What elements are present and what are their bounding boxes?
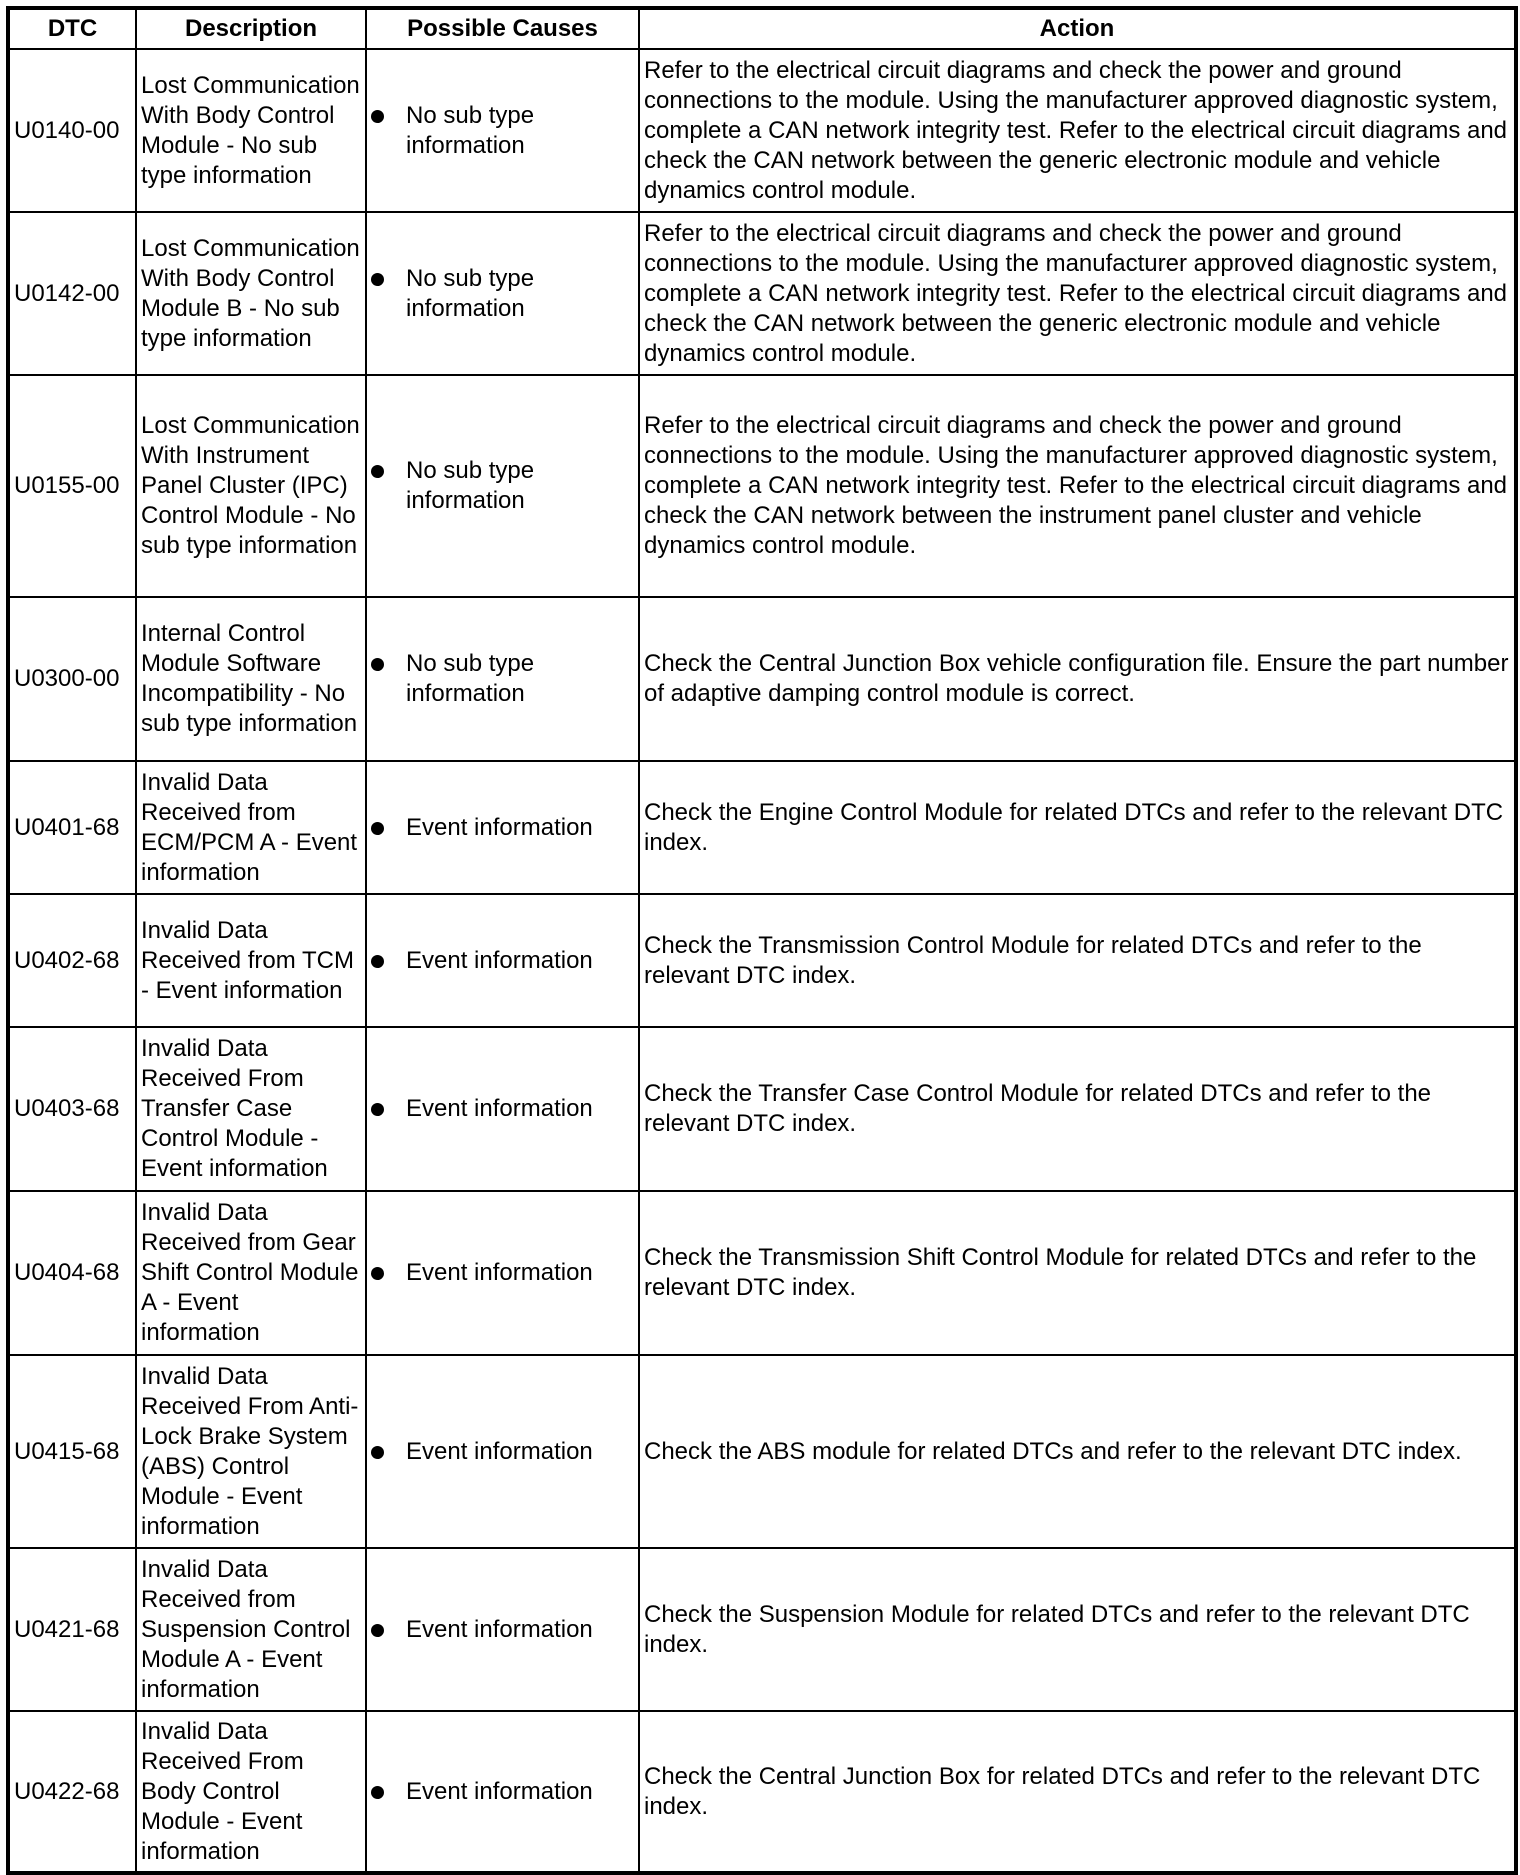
bullet-icon <box>371 955 384 968</box>
dtc-code: U0300-00 <box>8 597 136 761</box>
dtc-code: U0415-68 <box>8 1355 136 1548</box>
table-row <box>8 375 1516 597</box>
possible-cause <box>366 212 639 375</box>
header-dtc: DTC <box>8 8 136 49</box>
cause-text: Event information <box>406 1615 593 1643</box>
header-row <box>8 8 1516 49</box>
dtc-description: Lost Communication With Body Control Module B - No sub type information <box>136 212 366 375</box>
dtc-code: U0403-68 <box>8 1027 136 1191</box>
dtc-description: Invalid Data Received from TCM - Event information <box>136 894 366 1027</box>
table-row <box>8 1027 1516 1191</box>
dtc-code: U0421-68 <box>8 1548 136 1711</box>
possible-cause <box>366 894 639 1027</box>
dtc-description: Invalid Data Received From Body Control Module - Event information <box>136 1711 366 1873</box>
dtc-code: U0422-68 <box>8 1711 136 1873</box>
dtc-code: U0140-00 <box>8 49 136 212</box>
action-text: Check the Suspension Module for related DTCs and refer to the relevant DTC index. <box>639 1548 1516 1711</box>
possible-cause <box>366 1711 639 1873</box>
possible-cause <box>366 597 639 761</box>
table-row <box>8 1191 1516 1355</box>
dtc-description: Invalid Data Received from ECM/PCM A - Event information <box>136 761 366 894</box>
bullet-icon <box>371 1786 384 1799</box>
cause-text: Event information <box>406 1437 593 1465</box>
bullet-icon <box>371 658 384 671</box>
cause-text: No sub type information <box>406 264 535 322</box>
action-text: Check the Transmission Shift Control Module for related DTCs and refer to the relevant DTC index. <box>639 1191 1516 1355</box>
dtc-description: Lost Communication With Body Control Module - No sub type information <box>136 49 366 212</box>
possible-cause <box>366 1355 639 1548</box>
dtc-description: Lost Communication With Instrument Panel Cluster (IPC) Control Module - No sub type information <box>136 375 366 597</box>
table-row <box>8 894 1516 1027</box>
bullet-icon <box>371 1267 384 1280</box>
action-text: Check the Transfer Case Control Module for related DTCs and refer to the relevant DTC index. <box>639 1027 1516 1191</box>
table-row <box>8 761 1516 894</box>
table-row <box>8 597 1516 761</box>
possible-cause <box>366 375 639 597</box>
dtc-description: Internal Control Module Software Incompatibility - No sub type information <box>136 597 366 761</box>
dtc-description: Invalid Data Received from Suspension Control Module A - Event information <box>136 1548 366 1711</box>
header-possible-causes: Possible Causes <box>366 8 639 49</box>
action-text: Check the Transmission Control Module for related DTCs and refer to the relevant DTC index. <box>639 894 1516 1027</box>
cause-text: Event information <box>406 946 593 974</box>
bullet-icon <box>371 465 384 478</box>
dtc-code: U0402-68 <box>8 894 136 1027</box>
dtc-code: U0155-00 <box>8 375 136 597</box>
cause-text: No sub type information <box>406 457 535 514</box>
bullet-icon <box>371 822 384 835</box>
table-row <box>8 1355 1516 1548</box>
dtc-code: U0401-68 <box>8 761 136 894</box>
dtc-code: U0404-68 <box>8 1191 136 1355</box>
table-row <box>8 1548 1516 1711</box>
bullet-icon <box>371 273 384 286</box>
cause-text: Event information <box>406 1777 593 1805</box>
possible-cause <box>366 1548 639 1711</box>
dtc-code: U0142-00 <box>8 212 136 375</box>
table-row <box>8 212 1516 375</box>
action-text: Refer to the electrical circuit diagrams and check the power and ground connections to the module. Using the manufacturer approved diagnostic system, complete a CAN network integrity test. Refer to the electrical circuit diagrams and check the CAN network between the instrument panel cluster and vehicle dynamics control module. <box>639 375 1516 597</box>
dtc-description: Invalid Data Received From Anti-Lock Brake System (ABS) Control Module - Event information <box>136 1355 366 1548</box>
cause-text: No sub type information <box>406 101 535 159</box>
cause-text: Event information <box>406 1259 593 1286</box>
bullet-icon <box>371 1446 384 1459</box>
possible-cause <box>366 1191 639 1355</box>
header-action: Action <box>639 8 1516 49</box>
action-text: Check the Central Junction Box for related DTCs and refer to the relevant DTC index. <box>639 1711 1516 1873</box>
cause-text: Event information <box>406 813 593 841</box>
dtc-table <box>6 6 1518 1875</box>
action-text: Check the ABS module for related DTCs and refer to the relevant DTC index. <box>639 1355 1516 1548</box>
possible-cause <box>366 1027 639 1191</box>
action-text: Refer to the electrical circuit diagrams and check the power and ground connections to the module. Using the manufacturer approved diagnostic system, complete a CAN network integrity test. Refer to the electrical circuit diagrams and check the CAN network between the generic electronic module and vehicle dynamics control module. <box>639 212 1516 375</box>
action-text: Check the Central Junction Box vehicle configuration file. Ensure the part number of adaptive damping control module is correct. <box>639 597 1516 761</box>
bullet-icon <box>371 1624 384 1637</box>
table-row <box>8 49 1516 212</box>
bullet-icon <box>371 110 384 123</box>
dtc-description: Invalid Data Received From Transfer Case Control Module - Event information <box>136 1027 366 1191</box>
action-text: Refer to the electrical circuit diagrams and check the power and ground connections to the module. Using the manufacturer approved diagnostic system, complete a CAN network integrity test. Refer to the electrical circuit diagrams and check the CAN network between the generic electronic module and vehicle dynamics control module. <box>639 49 1516 212</box>
bullet-icon <box>371 1103 384 1116</box>
possible-cause <box>366 49 639 212</box>
action-text: Check the Engine Control Module for related DTCs and refer to the relevant DTC index. <box>639 761 1516 894</box>
dtc-description: Invalid Data Received from Gear Shift Control Module A - Event information <box>136 1191 366 1355</box>
possible-cause <box>366 761 639 894</box>
cause-text: No sub type information <box>406 650 535 707</box>
cause-text: Event information <box>406 1095 593 1122</box>
table-row <box>8 1711 1516 1873</box>
header-description: Description <box>136 8 366 49</box>
